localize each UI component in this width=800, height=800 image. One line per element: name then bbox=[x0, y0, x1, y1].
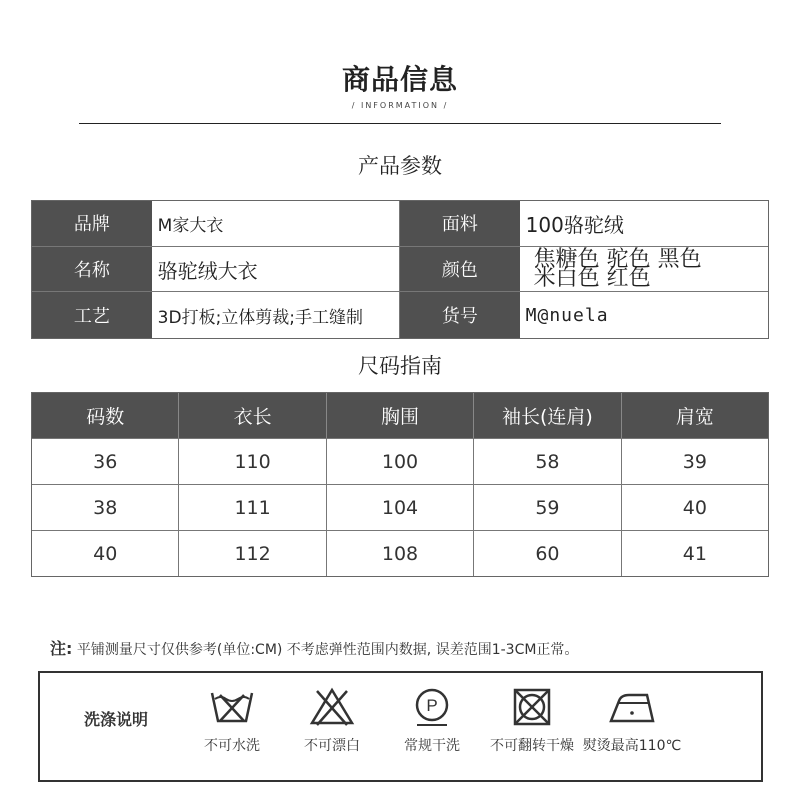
params-row-craft bbox=[32, 292, 768, 338]
care-item-dry-clean bbox=[380, 687, 484, 755]
table-cell: 110 bbox=[179, 439, 326, 484]
params-heading: 产品参数 bbox=[358, 154, 442, 178]
param-label: 工艺 bbox=[32, 292, 152, 338]
param-label: 货号 bbox=[400, 292, 520, 338]
svg-text:P: P bbox=[426, 696, 438, 715]
column-header: 胸围 bbox=[327, 393, 474, 438]
care-label: 不可漂白 bbox=[304, 738, 360, 754]
no-wash-icon bbox=[210, 687, 254, 727]
care-label: 常规干洗 bbox=[404, 738, 460, 754]
table-cell: 41 bbox=[682, 542, 707, 565]
measurement-note bbox=[50, 636, 770, 659]
param-value-colors bbox=[520, 247, 768, 292]
table-cell: 40 bbox=[32, 531, 179, 576]
param-value: M@nuela bbox=[520, 292, 768, 338]
care-item-no-bleach bbox=[280, 687, 384, 755]
size-table bbox=[31, 392, 769, 577]
table-cell: 39 bbox=[682, 450, 707, 473]
divider bbox=[79, 123, 721, 124]
table-cell: 38 bbox=[32, 485, 179, 530]
param-value: 骆驼绒大衣 bbox=[152, 247, 400, 292]
table-cell: 58 bbox=[474, 439, 621, 484]
table-cell: 59 bbox=[474, 485, 621, 530]
param-label: 面料 bbox=[400, 201, 520, 246]
care-title: 洗涤说明 bbox=[84, 710, 149, 729]
params-table bbox=[31, 200, 769, 339]
dry-clean-p-icon bbox=[412, 687, 452, 727]
note-prefix: 注: bbox=[50, 639, 73, 658]
care-item-no-tumble-dry bbox=[480, 687, 584, 755]
column-header: 衣长 bbox=[179, 393, 326, 438]
page-subtitle: / INFORMATION / bbox=[351, 101, 449, 110]
param-label: 颜色 bbox=[400, 247, 520, 292]
iron-icon bbox=[607, 687, 657, 727]
table-row bbox=[32, 484, 768, 530]
param-label: 名称 bbox=[32, 247, 152, 292]
column-header: 码数 bbox=[32, 393, 179, 438]
table-cell: 60 bbox=[474, 531, 621, 576]
care-item-iron bbox=[580, 687, 684, 755]
column-header: 袖长(连肩) bbox=[474, 393, 621, 438]
no-bleach-icon bbox=[309, 687, 355, 727]
care-label: 不可水洗 bbox=[204, 738, 260, 754]
care-label: 熨烫最高110℃ bbox=[582, 738, 682, 754]
care-instructions bbox=[38, 671, 763, 782]
care-item-no-wash bbox=[180, 687, 284, 755]
params-row-name bbox=[32, 247, 768, 293]
param-value: 100骆驼绒 bbox=[520, 201, 768, 246]
note-text: 平铺测量尺寸仅供参考(单位:CM) 不考虑弹性范围内数据, 误差范围1-3CM正常。 bbox=[76, 642, 579, 658]
color-line: 焦糖色 驼色 黑色 bbox=[533, 247, 702, 273]
table-cell: 108 bbox=[327, 531, 474, 576]
params-row-brand bbox=[32, 201, 768, 247]
table-row bbox=[32, 438, 768, 484]
table-row bbox=[32, 530, 768, 576]
page-title: 商品信息 bbox=[341, 63, 458, 96]
table-cell: 104 bbox=[327, 485, 474, 530]
column-header: 肩宽 bbox=[675, 406, 714, 428]
size-table-header bbox=[32, 393, 768, 438]
param-label: 品牌 bbox=[32, 201, 152, 246]
table-cell: 40 bbox=[682, 496, 707, 519]
sizes-heading: 尺码指南 bbox=[358, 354, 442, 378]
color-line: 米白色 红色 bbox=[533, 266, 651, 292]
table-cell: 100 bbox=[327, 439, 474, 484]
table-cell: 111 bbox=[179, 485, 326, 530]
care-label: 不可翻转干燥 bbox=[490, 738, 574, 754]
param-value: M家大衣 bbox=[152, 201, 400, 246]
param-value: 3D打板;立体剪裁;手工缝制 bbox=[152, 292, 400, 338]
table-cell: 36 bbox=[32, 439, 179, 484]
table-cell: 112 bbox=[179, 531, 326, 576]
no-tumble-dry-icon bbox=[511, 687, 553, 727]
